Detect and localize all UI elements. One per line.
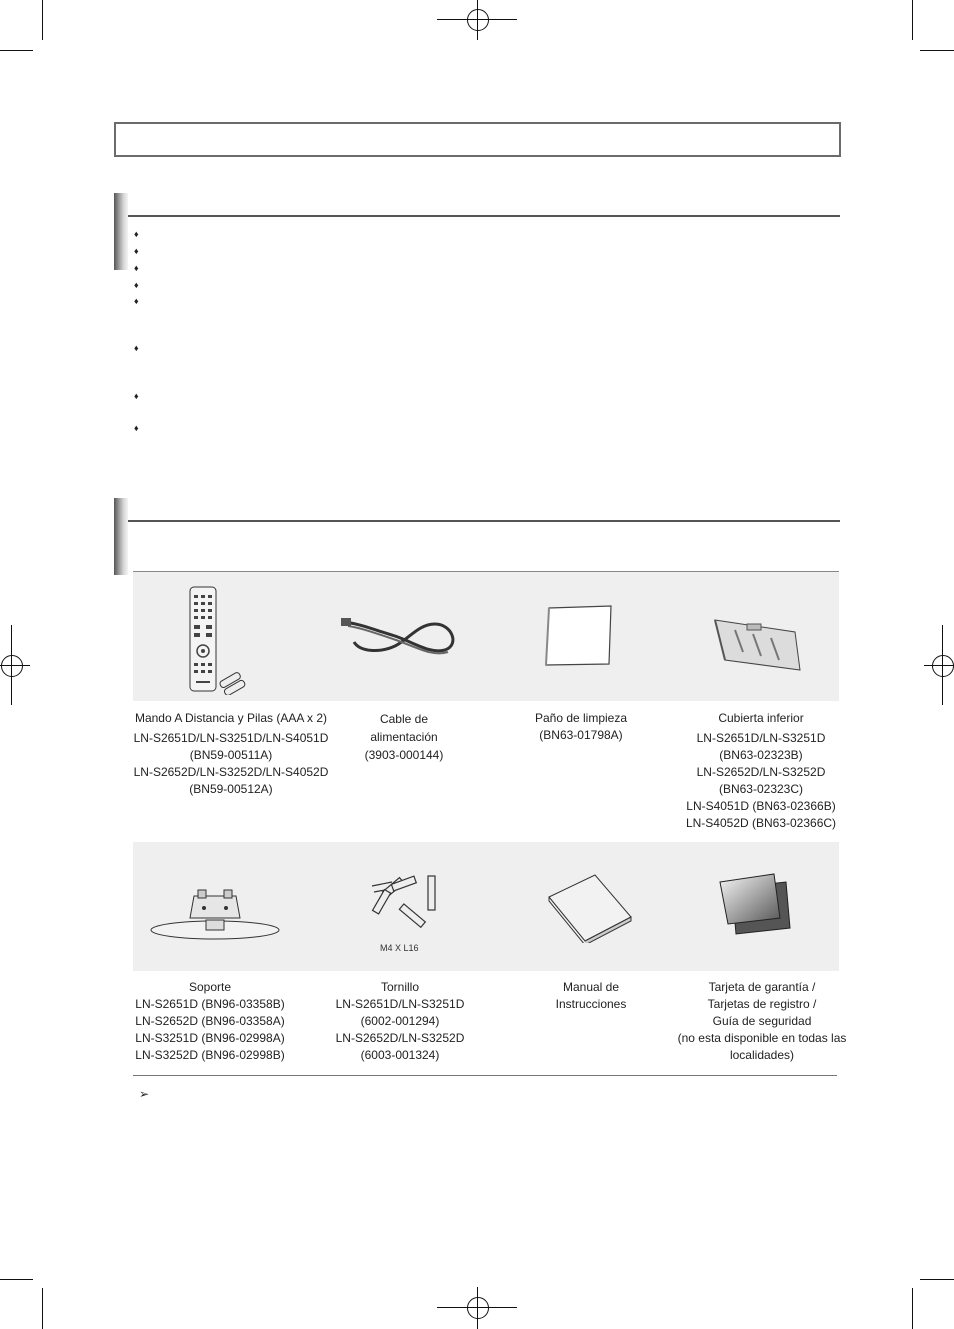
bullet-icon: ♦ <box>134 423 139 433</box>
section-header-bar <box>114 193 128 270</box>
cover-model-line: LN-S4052D (BN63-02366C) <box>685 816 837 830</box>
bottom-cover-illustration <box>705 610 805 676</box>
crop-mark <box>920 1279 954 1280</box>
cards-line: Guía de seguridad <box>712 1014 812 1028</box>
cable-line: alimentación <box>370 730 438 744</box>
registration-mark <box>467 9 489 31</box>
remote-model-line: LN-S2651D/LN-S3251D/LN-S4051D <box>133 731 329 745</box>
cable-caption <box>330 710 478 764</box>
crop-mark <box>0 50 33 51</box>
stand-line: Soporte <box>188 980 232 994</box>
cloth-line: Paño de limpieza <box>534 711 628 725</box>
cloth-caption <box>505 710 657 744</box>
crop-mark <box>42 1288 43 1329</box>
warranty-cards-illustration <box>718 872 794 936</box>
crop-mark <box>920 50 954 51</box>
screw-size-label: M4 X L16 <box>380 943 419 953</box>
bullet-icon: ♦ <box>134 343 139 353</box>
cards-line: (no esta disponible en todas las <box>677 1031 847 1045</box>
screw-line: LN-S2651D/LN-S3251D <box>335 997 465 1011</box>
section-header-rule <box>128 215 840 217</box>
cable-line: (3903-000144) <box>364 748 444 762</box>
bullet-icon: ♦ <box>134 296 139 306</box>
screw-line: LN-S2652D/LN-S3252D <box>335 1031 465 1045</box>
crop-mark <box>912 0 913 40</box>
power-cable-illustration <box>340 610 460 660</box>
bullet-icon: ♦ <box>134 229 139 239</box>
cards-line: Tarjeta de garantía / <box>708 980 816 994</box>
page-title-box <box>114 122 841 157</box>
cards-caption <box>672 979 852 1064</box>
screw-line: Tornillo <box>380 980 419 994</box>
bullet-icon: ♦ <box>134 280 139 290</box>
screw-line: (6003-001324) <box>360 1048 440 1062</box>
remote-model-line: LN-S2652D/LN-S3252D/LN-S4052D <box>133 765 329 779</box>
crop-mark <box>42 0 43 40</box>
note-arrow-icon: ➢ <box>139 1087 150 1101</box>
stand-illustration <box>148 888 282 942</box>
cable-line: Cable de <box>379 712 429 726</box>
cover-model-line: (BN63-02323B) <box>719 748 803 762</box>
stand-caption <box>120 979 300 1064</box>
registration-mark <box>1 655 23 677</box>
stand-line: LN-S3252D (BN96-02998B) <box>135 1048 285 1062</box>
screw-line: (6002-001294) <box>360 1014 440 1028</box>
manual-line: Instrucciones <box>555 997 627 1011</box>
section-header-rule <box>128 520 840 522</box>
remote-label: Mando A Distancia y Pilas (AAA x 2) <box>134 711 328 725</box>
registration-mark <box>467 1297 489 1319</box>
cloth-line: (BN63-01798A) <box>539 728 623 742</box>
crop-mark <box>912 1288 913 1329</box>
manual-illustration <box>545 873 635 943</box>
stand-line: LN-S2652D (BN96-03358A) <box>135 1014 285 1028</box>
registration-mark <box>932 655 954 677</box>
crop-mark <box>0 1279 33 1280</box>
cover-caption <box>670 710 852 832</box>
remote-control-illustration <box>185 585 255 695</box>
remote-caption <box>133 710 329 798</box>
cover-model-line: LN-S2652D/LN-S3252D <box>696 765 826 779</box>
screw-caption <box>320 979 480 1064</box>
stand-line: LN-S2651D (BN96-03358B) <box>135 997 285 1011</box>
screws-illustration <box>362 872 444 938</box>
bullet-icon: ♦ <box>134 246 139 256</box>
manual-caption <box>515 979 667 1013</box>
manual-line: Manual de <box>562 980 620 994</box>
bullet-icon: ♦ <box>134 263 139 273</box>
bullet-icon: ♦ <box>134 391 139 401</box>
cards-line: localidades) <box>729 1048 795 1062</box>
section-header-bar <box>114 498 128 575</box>
cover-label: Cubierta inferior <box>718 711 804 725</box>
remote-model-line: (BN59-00512A) <box>189 782 273 796</box>
remote-model-line: (BN59-00511A) <box>189 748 273 762</box>
cards-line: Tarjetas de registro / <box>707 997 817 1011</box>
stand-line: LN-S3251D (BN96-02998A) <box>135 1031 285 1045</box>
cover-model-line: (BN63-02323C) <box>718 782 804 796</box>
grid-bottom-rule <box>133 1075 837 1076</box>
cover-model-line: LN-S4051D (BN63-02366B) <box>686 799 836 813</box>
cover-model-line: LN-S2651D/LN-S3251D <box>696 731 826 745</box>
cleaning-cloth-illustration <box>543 604 615 668</box>
